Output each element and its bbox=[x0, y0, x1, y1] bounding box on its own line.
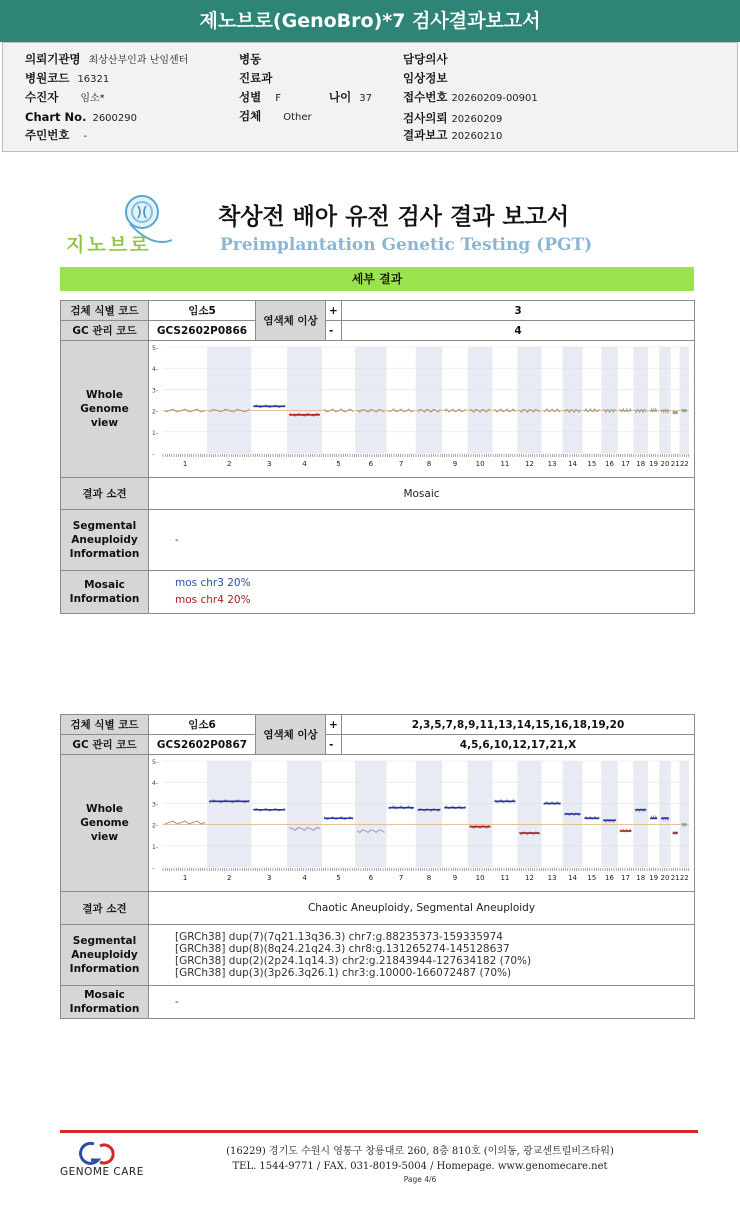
whole-genome-plot-cell bbox=[149, 341, 695, 478]
chromosome-label: 19 bbox=[649, 460, 659, 468]
whole-genome-view-label: Whole Genome view bbox=[61, 341, 149, 478]
request-date-row: 검사의뢰 20260209 bbox=[403, 111, 503, 125]
chromosome-label: 2 bbox=[226, 874, 232, 882]
chromosome-label: 17 bbox=[621, 874, 630, 882]
sample-id-value: 임소5 bbox=[149, 301, 256, 321]
chromosome-label: 5 bbox=[336, 874, 341, 882]
y-tick-label: 1- bbox=[152, 843, 158, 851]
chromosome-band bbox=[633, 347, 648, 453]
age-row: 나이 37 bbox=[329, 90, 372, 104]
chromosome-band bbox=[680, 761, 689, 867]
page-number: Page 4/6 bbox=[403, 1175, 437, 1184]
chromosome-label: 20 bbox=[660, 874, 670, 882]
chromosome-label: 13 bbox=[547, 874, 557, 882]
gc-code-label: GC 관리 코드 bbox=[61, 735, 149, 755]
chromosome-label: 18 bbox=[636, 874, 646, 882]
segmental-line: [GRCh38] dup(3)(3p26.3q26.1) chr3:g.10000-166072487 (70%) bbox=[175, 967, 512, 979]
report-header-title: 제노브로(GenoBro)*7 검사결과보고서 bbox=[0, 0, 740, 42]
plus-value: 3 bbox=[342, 301, 695, 321]
dept-row: 진료과 bbox=[239, 71, 273, 85]
segmental-label: Segmental Aneuploidy Information bbox=[61, 510, 149, 571]
segmental-line: [GRCh38] dup(7)(7q21.13q36.3) chr7:g.88235373-159335974 bbox=[175, 931, 503, 943]
chromosome-label: 13 bbox=[547, 460, 557, 468]
chromosome-label: 7 bbox=[398, 460, 404, 468]
chromosome-label: 14 bbox=[568, 460, 578, 468]
sample-id-value: 임소6 bbox=[149, 715, 256, 735]
section-title: 세부 결과 bbox=[60, 267, 694, 291]
chromosome-band bbox=[601, 761, 618, 867]
footer-divider bbox=[60, 1130, 698, 1133]
chromosome-label: 3 bbox=[267, 874, 272, 882]
chromosome-band bbox=[563, 347, 583, 453]
footer-address bbox=[180, 1144, 660, 1174]
y-tick-label: 5- bbox=[152, 345, 158, 352]
chromosome-label: 5 bbox=[336, 460, 341, 468]
ward-row: 병동 bbox=[239, 52, 262, 66]
chromosome-label: 4 bbox=[302, 460, 307, 468]
chromosome-label: 20 bbox=[660, 460, 670, 468]
y-tick-label: 2- bbox=[152, 822, 158, 830]
rrn-row: 주민번호 - bbox=[25, 128, 88, 142]
y-tick-label: 4- bbox=[152, 366, 158, 374]
report-title-english: Preimplantation Genetic Testing (PGT) bbox=[220, 235, 593, 255]
chromosome-label: 10 bbox=[475, 874, 485, 882]
chromosome-label: 3 bbox=[267, 460, 272, 468]
chromosome-band bbox=[355, 347, 386, 453]
chromosome-band bbox=[416, 761, 442, 867]
chromosome-label: 11 bbox=[500, 874, 510, 882]
chromosome-band bbox=[659, 761, 671, 867]
mosaic-line: mos chr4 20% bbox=[175, 594, 251, 606]
whole-genome-view-label: Whole Genome view bbox=[61, 755, 149, 892]
chromosome-band bbox=[601, 347, 618, 453]
chromosome-label: 9 bbox=[452, 460, 458, 468]
chromosome-label: 9 bbox=[452, 874, 458, 882]
chromosome-band bbox=[659, 347, 671, 453]
chromosome-label: 4 bbox=[302, 874, 307, 882]
mosaic-label: Mosaic Information bbox=[61, 986, 149, 1019]
segmental-label: Segmental Aneuploidy Information bbox=[61, 925, 149, 986]
y-tick-label: 2- bbox=[152, 408, 158, 416]
chromosome-band bbox=[633, 761, 648, 867]
chromosome-band bbox=[468, 761, 493, 867]
chromosome-label: 14 bbox=[568, 874, 578, 882]
chromosome-label: 22 bbox=[679, 460, 689, 468]
plus-sign: + bbox=[326, 715, 342, 735]
hospital-row: 의뢰기관명 최상산부인과 난임센터 bbox=[25, 52, 189, 66]
mosaic-value: - bbox=[149, 986, 695, 1019]
patient-row: 수진자 임소* bbox=[25, 90, 105, 104]
chromosome-band bbox=[207, 761, 251, 867]
patient-info-box bbox=[2, 42, 738, 152]
chromosome-label: 8 bbox=[426, 460, 432, 468]
minus-sign: - bbox=[326, 735, 342, 755]
gc-code-value: GCS2602P0866 bbox=[149, 321, 256, 341]
contact-line: TEL. 1544-9771 / FAX. 031-8019-5004 / Homepage. www.genomecare.net bbox=[232, 1161, 608, 1172]
chromosome-label: 1 bbox=[182, 874, 188, 882]
copy-number-trace bbox=[165, 821, 205, 824]
hospital-code-row: 병원코드 16321 bbox=[25, 71, 110, 85]
minus-sign: - bbox=[326, 321, 342, 341]
chromosome-label: 21 bbox=[670, 874, 680, 882]
copy-number-trace bbox=[673, 411, 678, 414]
y-tick-label: - bbox=[152, 451, 155, 458]
clinical-info-row: 임상정보 bbox=[403, 71, 448, 85]
sample-id-label: 검체 식별 코드 bbox=[61, 301, 149, 321]
chromosome-label: 22 bbox=[679, 874, 689, 882]
minus-value: 4,5,6,10,12,17,21,X bbox=[342, 735, 695, 755]
finding-label: 결과 소견 bbox=[61, 892, 149, 925]
sex-row: 성별 F bbox=[239, 90, 281, 104]
sample-id-label: 검체 식별 코드 bbox=[61, 715, 149, 735]
chromosome-band bbox=[287, 761, 322, 867]
report-date-row: 결과보고 20260210 bbox=[403, 128, 503, 142]
specimen-row: 검체 Other bbox=[239, 109, 312, 123]
genobro-logo-text: 지노브로 bbox=[66, 234, 152, 256]
chromosome-band bbox=[680, 347, 689, 453]
chromosome-label: 1 bbox=[182, 460, 188, 468]
address-line: (16229) 경기도 수원시 영통구 창룡대로 260, 8층 810호 (이의동, 광교센트럴비즈타워) bbox=[226, 1146, 614, 1157]
y-tick-label: 3- bbox=[152, 387, 158, 395]
chromosome-label: 16 bbox=[605, 460, 614, 468]
chromosome-label: 19 bbox=[649, 874, 659, 882]
chromosome-label: 15 bbox=[587, 874, 597, 882]
chromosome-label: 15 bbox=[587, 460, 597, 468]
finding-label: 결과 소견 bbox=[61, 478, 149, 510]
receipt-row: 접수번호 20260209-00901 bbox=[403, 90, 538, 104]
chart-no-row: Chart No. 2600290 bbox=[25, 110, 137, 124]
y-tick-label: 5- bbox=[152, 759, 158, 766]
segmental-line: [GRCh38] dup(2)(2p24.1q14.3) chr2:g.21843944-127634182 (70%) bbox=[175, 955, 532, 967]
finding-value: Mosaic bbox=[149, 478, 695, 510]
genome-care-name: GENOME CARE bbox=[60, 1166, 144, 1178]
report-title-korean: 착상전 배아 유전 검사 결과 보고서 bbox=[218, 204, 570, 230]
chromosome-label: 6 bbox=[368, 874, 374, 882]
mosaic-label: Mosaic Information bbox=[61, 571, 149, 614]
chromosome-label: 12 bbox=[525, 460, 534, 468]
chromosome-label: 7 bbox=[398, 874, 404, 882]
chromosome-label: 11 bbox=[500, 460, 510, 468]
y-tick-label: 3- bbox=[152, 801, 158, 809]
chromosome-label: 17 bbox=[621, 460, 630, 468]
minus-value: 4 bbox=[342, 321, 695, 341]
chromosome-label: 16 bbox=[605, 874, 614, 882]
chromosome-label: 21 bbox=[670, 460, 680, 468]
chromosome-band bbox=[517, 347, 541, 453]
y-tick-label: 4- bbox=[152, 780, 158, 788]
chromosome-label: 18 bbox=[636, 460, 646, 468]
chromosome-label: 8 bbox=[426, 874, 432, 882]
whole-genome-plot-cell bbox=[149, 755, 695, 892]
gc-code-label: GC 관리 코드 bbox=[61, 321, 149, 341]
mosaic-line: mos chr3 20% bbox=[175, 577, 251, 589]
chromosome-band bbox=[468, 347, 493, 453]
chromosome-band bbox=[517, 761, 541, 867]
chromosome-label: 12 bbox=[525, 874, 534, 882]
copy-number-trace bbox=[682, 824, 687, 827]
chromosome-band bbox=[207, 347, 251, 453]
segmental-value bbox=[149, 925, 695, 986]
sample-result-table-2 bbox=[60, 714, 695, 1019]
whole-genome-plot bbox=[149, 755, 694, 888]
copy-number-trace bbox=[682, 410, 687, 413]
chrom-abn-label: 염색체 이상 bbox=[256, 715, 326, 755]
chromosome-label: 6 bbox=[368, 460, 374, 468]
doctor-row: 담당의사 bbox=[403, 52, 448, 66]
chromosome-label: 2 bbox=[226, 460, 232, 468]
chrom-abn-label: 염색체 이상 bbox=[256, 301, 326, 341]
mosaic-value bbox=[149, 571, 695, 614]
chromosome-band bbox=[287, 347, 322, 453]
chromosome-band bbox=[355, 761, 386, 867]
chromosome-label: 10 bbox=[475, 460, 485, 468]
segmental-line: [GRCh38] dup(8)(8q24.21q24.3) chr8:g.131265274-145128637 bbox=[175, 943, 510, 955]
whole-genome-plot bbox=[149, 341, 694, 474]
copy-number-trace bbox=[650, 409, 657, 412]
plus-sign: + bbox=[326, 301, 342, 321]
plus-value: 2,3,5,7,8,9,11,13,14,15,16,18,19,20 bbox=[342, 715, 695, 735]
segmental-value: - bbox=[149, 510, 695, 571]
y-tick-label: 1- bbox=[152, 429, 158, 437]
finding-value: Chaotic Aneuploidy, Segmental Aneuploidy bbox=[149, 892, 695, 925]
chromosome-band bbox=[416, 347, 442, 453]
y-tick-label: - bbox=[152, 865, 155, 872]
gc-code-value: GCS2602P0867 bbox=[149, 735, 256, 755]
sample-result-table-1 bbox=[60, 300, 695, 614]
